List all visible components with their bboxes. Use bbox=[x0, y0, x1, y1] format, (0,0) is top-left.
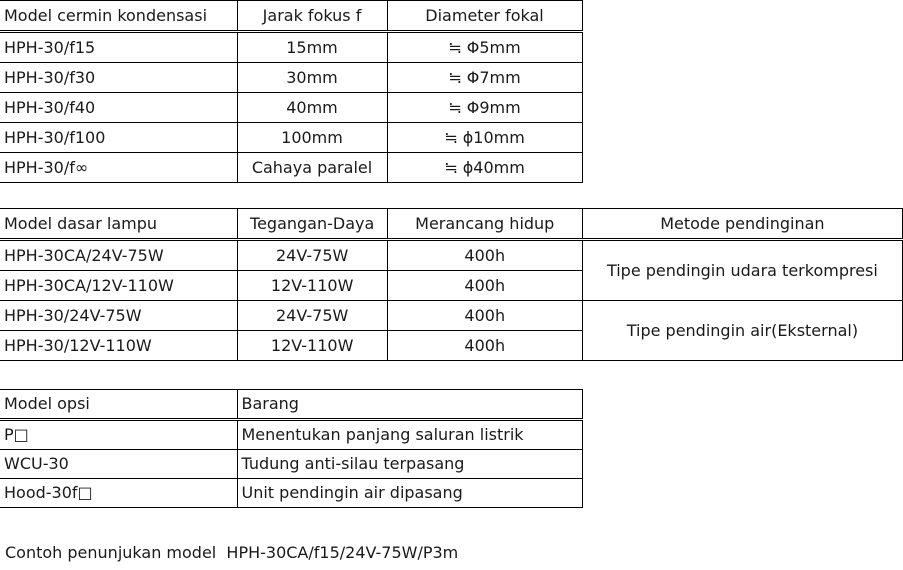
table-header-row bbox=[0, 209, 903, 240]
focal-diameter-cell: ≒ Φ5mm bbox=[387, 32, 582, 63]
voltage-power-cell: 24V-75W bbox=[237, 301, 387, 331]
header-cell: Jarak fokus f bbox=[237, 1, 387, 32]
table-row bbox=[0, 93, 582, 123]
header-cell: Merancang hidup bbox=[387, 209, 582, 240]
focal-diameter-cell: ≒ Φ7mm bbox=[387, 63, 582, 93]
model-cell: HPH-30CA/12V-110W bbox=[0, 271, 237, 301]
voltage-power-cell: 24V-75W bbox=[237, 240, 387, 271]
model-cell: HPH-30CA/24V-75W bbox=[0, 240, 237, 271]
header-cell: Model dasar lampu bbox=[0, 209, 237, 240]
header-cell: Tegangan-Daya bbox=[237, 209, 387, 240]
table-row bbox=[0, 153, 582, 183]
voltage-power-cell: 12V-110W bbox=[237, 271, 387, 301]
option-item-cell: Tudung anti-silau terpasang bbox=[237, 450, 582, 479]
design-life-cell: 400h bbox=[387, 271, 582, 301]
table-row bbox=[0, 63, 582, 93]
option-model-cell: WCU-30 bbox=[0, 450, 237, 479]
table-header-row bbox=[0, 1, 582, 32]
model-cell: HPH-30/f40 bbox=[0, 93, 237, 123]
design-life-cell: 400h bbox=[387, 240, 582, 271]
model-cell: HPH-30/f30 bbox=[0, 63, 237, 93]
focal-length-cell: 40mm bbox=[237, 93, 387, 123]
table-row bbox=[0, 420, 582, 450]
cooling-method-cell: Tipe pendingin udara terkompresi bbox=[582, 240, 902, 301]
header-cell: Barang bbox=[237, 390, 582, 420]
header-cell: Metode pendinginan bbox=[582, 209, 902, 240]
focal-length-cell: 15mm bbox=[237, 32, 387, 63]
table-row bbox=[0, 240, 903, 271]
option-model-cell: Hood-30f□ bbox=[0, 479, 237, 508]
header-cell: Model opsi bbox=[0, 390, 237, 420]
header-cell: Diameter fokal bbox=[387, 1, 582, 32]
model-cell: HPH-30/24V-75W bbox=[0, 301, 237, 331]
table-row bbox=[0, 123, 582, 153]
option-item-cell: Menentukan panjang saluran listrik bbox=[237, 420, 582, 450]
focal-length-cell: 30mm bbox=[237, 63, 387, 93]
lamp-base-table bbox=[0, 208, 903, 361]
option-table bbox=[0, 389, 583, 508]
focal-length-cell: Cahaya paralel bbox=[237, 153, 387, 183]
option-model-cell: P□ bbox=[0, 420, 237, 450]
design-life-cell: 400h bbox=[387, 301, 582, 331]
model-cell: HPH-30/f15 bbox=[0, 32, 237, 63]
option-item-cell: Unit pendingin air dipasang bbox=[237, 479, 582, 508]
model-cell: HPH-30/f100 bbox=[0, 123, 237, 153]
voltage-power-cell: 12V-110W bbox=[237, 331, 387, 361]
table-row bbox=[0, 450, 582, 479]
focal-length-cell: 100mm bbox=[237, 123, 387, 153]
focal-diameter-cell: ≒ Φ9mm bbox=[387, 93, 582, 123]
table-header-row bbox=[0, 390, 582, 420]
model-cell: HPH-30/f∞ bbox=[0, 153, 237, 183]
table-row bbox=[0, 479, 582, 508]
focal-diameter-cell: ≒ ϕ40mm bbox=[387, 153, 582, 183]
model-designation-example: Contoh penunjukan model HPH-30CA/f15/24V-75W/P3m bbox=[5, 543, 459, 562]
table-row bbox=[0, 32, 582, 63]
focal-diameter-cell: ≒ ϕ10mm bbox=[387, 123, 582, 153]
design-life-cell: 400h bbox=[387, 331, 582, 361]
cooling-method-cell: Tipe pendingin air(Eksternal) bbox=[582, 301, 902, 361]
condenser-mirror-table bbox=[0, 0, 583, 183]
table-row bbox=[0, 301, 903, 331]
header-cell: Model cermin kondensasi bbox=[0, 1, 237, 32]
model-cell: HPH-30/12V-110W bbox=[0, 331, 237, 361]
